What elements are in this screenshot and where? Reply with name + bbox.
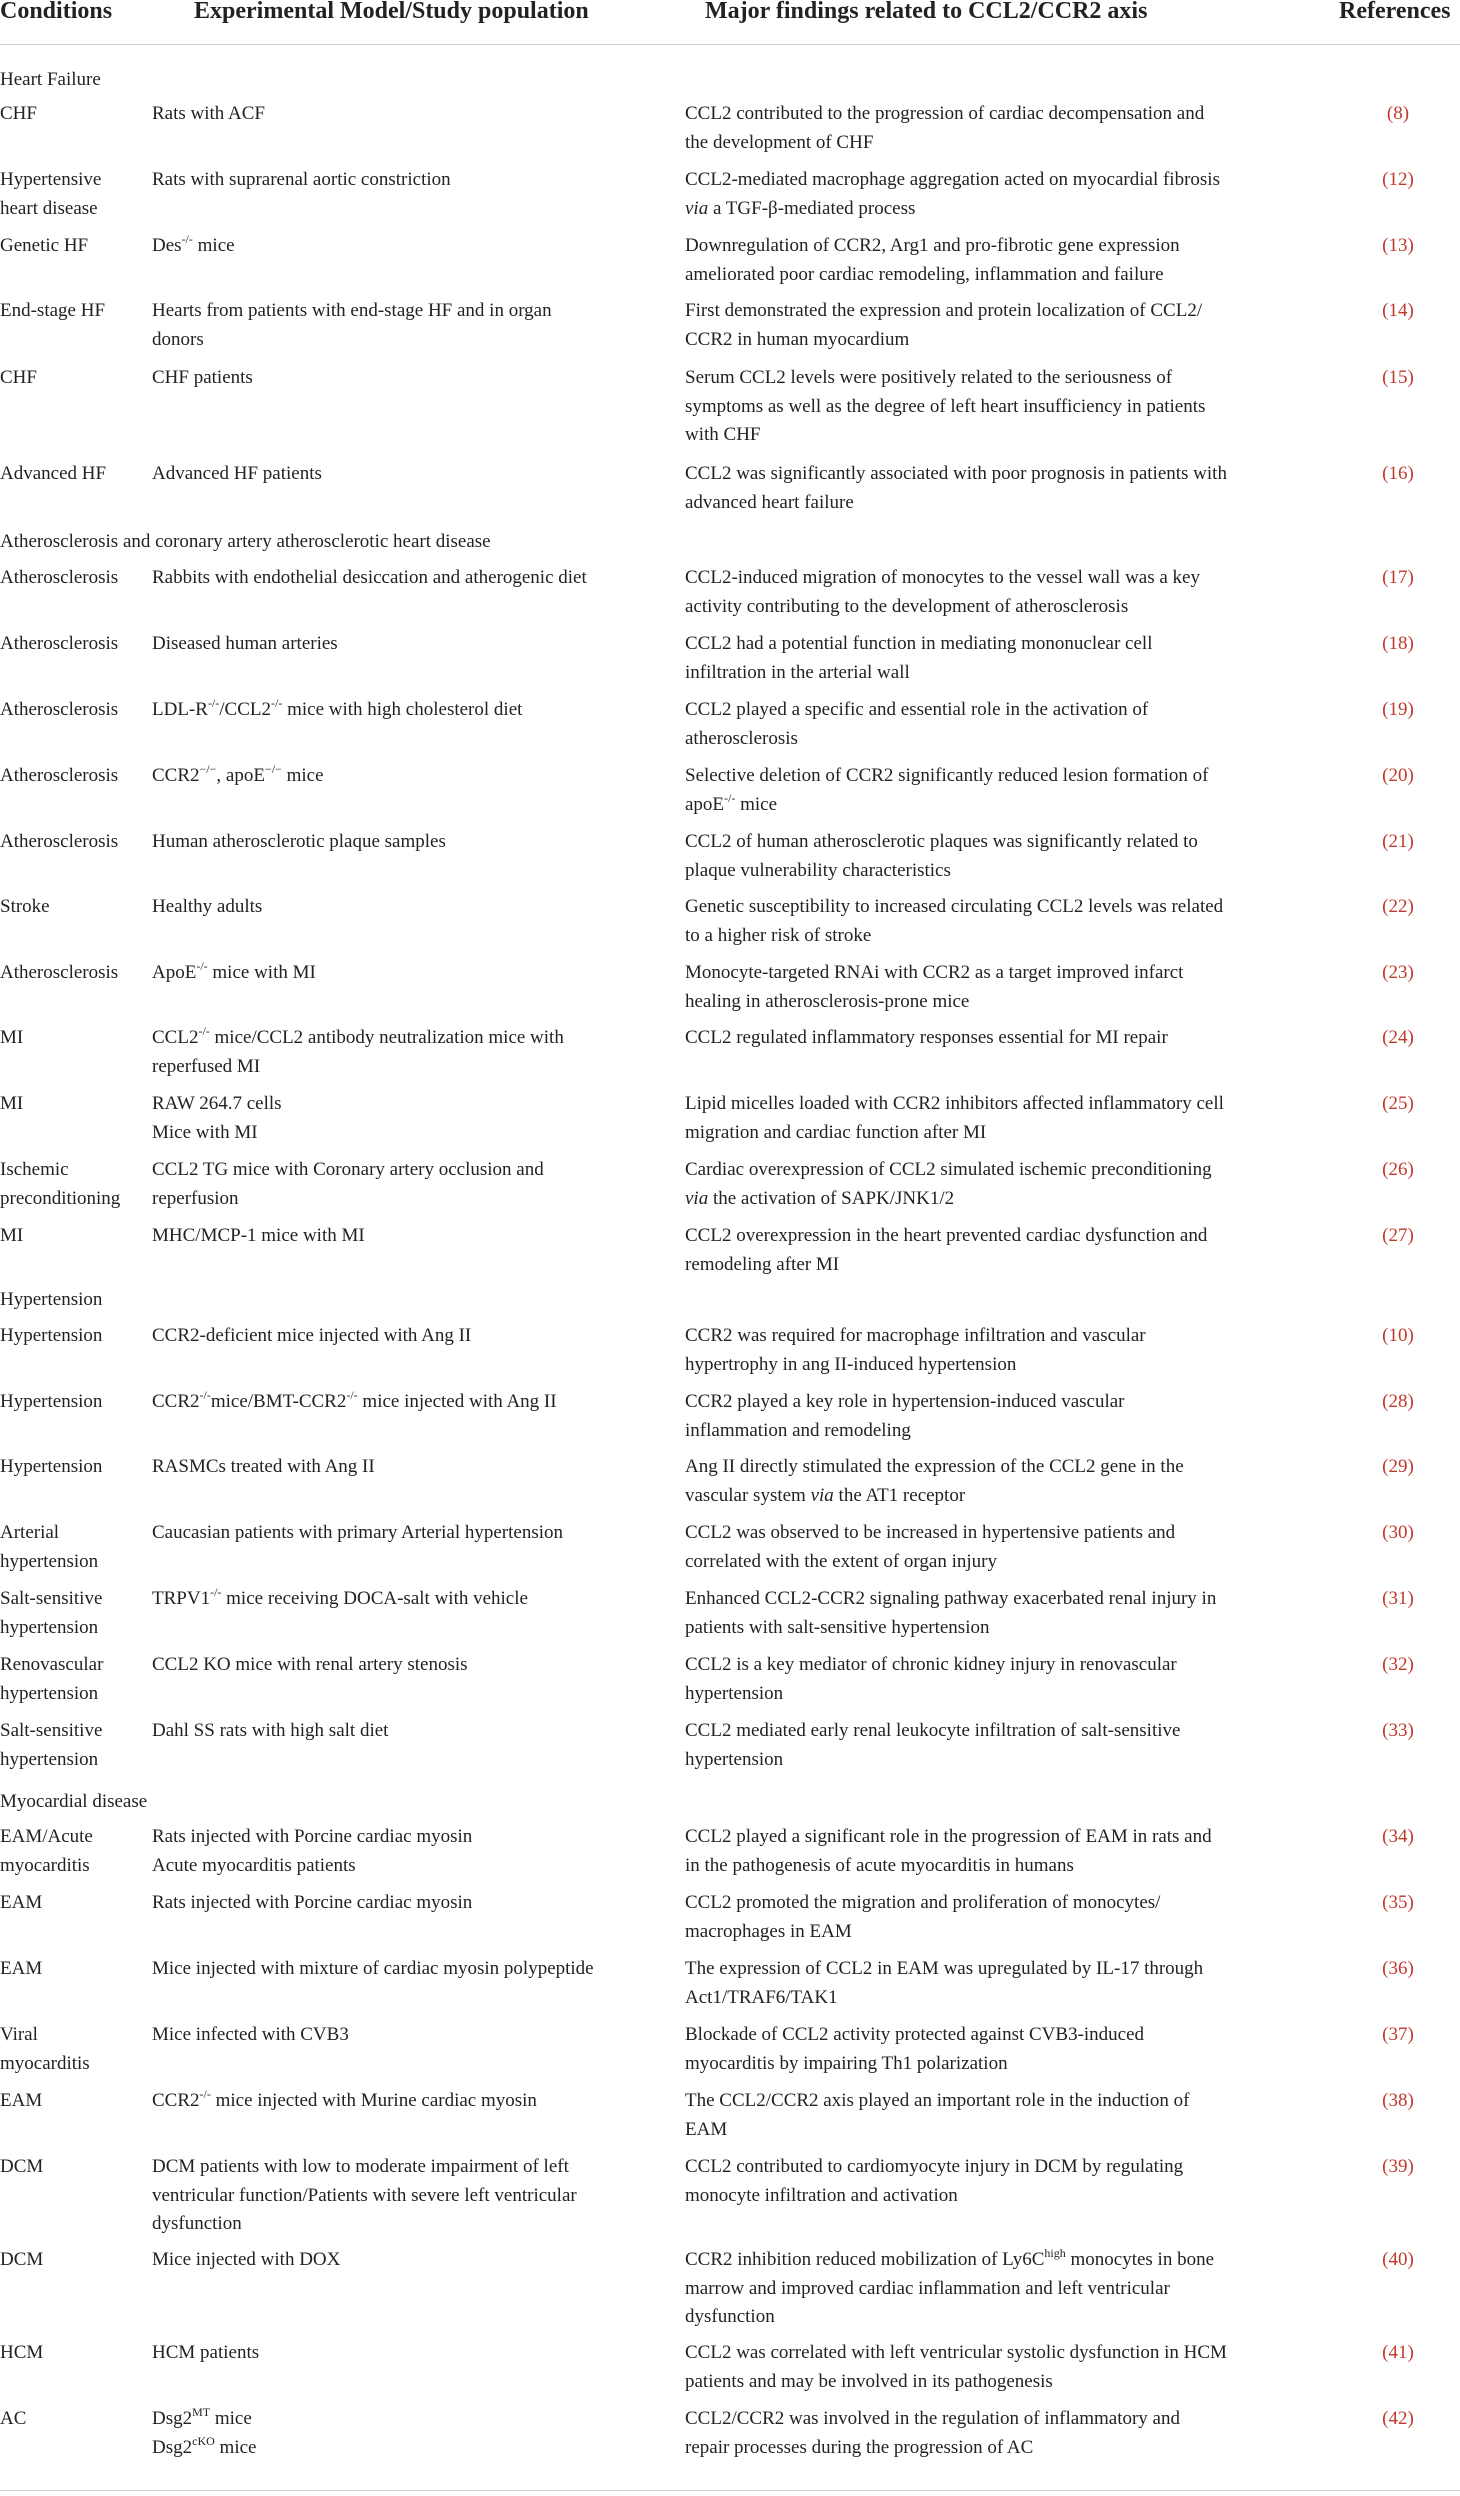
line: Downregulation of CCR2, Arg1 and pro-fibrotic gene expression: [685, 235, 1180, 256]
cell-model: [152, 630, 672, 659]
line: Atherosclerosis: [0, 831, 119, 852]
header-model: Experimental Model/Study population: [194, 0, 589, 24]
line: Viral: [0, 2024, 38, 2045]
cell-condition: [0, 166, 136, 223]
line: CCL2 played a specific and essential role in the activation of: [685, 699, 1149, 720]
line: CCR2−/−, apoE−/− mice: [152, 762, 324, 786]
line: reperfusion: [152, 1187, 239, 1209]
line: Mice injected with mixture of cardiac myosin polypeptide: [152, 1958, 594, 1979]
line: CCL2 was significantly associated with poor prognosis in patients with: [685, 463, 1227, 484]
line: Blockade of CCL2 activity protected against CVB3-induced: [685, 2024, 1145, 2045]
line: hypertension: [0, 1748, 99, 1770]
cell-model: [152, 762, 672, 791]
line: the development of CHF: [685, 131, 874, 153]
line: with CHF: [685, 424, 761, 445]
line: heart disease: [0, 197, 98, 219]
cell-reference-link[interactable]: (30): [1382, 1522, 1414, 1543]
cell-condition: [0, 1717, 136, 1774]
cell-model: [152, 1823, 672, 1880]
line: atherosclerosis: [685, 727, 798, 749]
table-header: [0, 0, 1460, 45]
line: $Dsg2^{MT}$ mice: [152, 2405, 252, 2429]
cell-findings: [685, 2405, 1315, 2462]
line: CCR2-/-mice/BMT-CCR2-/- mice injected with Ang II: [152, 1388, 557, 1412]
line: in the pathogenesis of acute myocarditis in humans: [685, 1854, 1074, 1876]
header-conditions: Conditions: [0, 0, 113, 24]
line: via a TGF-β-mediated process: [685, 197, 916, 219]
line: CCR2 played a key role in hypertension-induced vascular: [685, 1391, 1125, 1412]
line: CCL2 regulated inflammatory responses essential for MI repair: [685, 1027, 1168, 1048]
line: CCL2 was observed to be increased in hypertensive patients and: [685, 1522, 1176, 1543]
cell-condition: [0, 2405, 136, 2434]
line: Hypertension: [0, 1325, 103, 1346]
line: activity contributing to the development of atherosclerosis: [685, 595, 1129, 617]
line: DCM patients with low to moderate impairment of left: [152, 2156, 569, 2177]
line: Hypertensive: [0, 169, 102, 190]
cell-condition: [0, 297, 136, 326]
cell-reference-link[interactable]: (41): [1382, 2342, 1414, 2363]
line: AC: [0, 2408, 27, 2429]
cell-model: [152, 2339, 672, 2368]
cell-findings: [685, 696, 1315, 753]
line: Rats injected with Porcine cardiac myosin: [152, 1826, 473, 1847]
cell-model: [152, 2153, 672, 2239]
cell-reference-link[interactable]: (32): [1382, 1654, 1414, 1675]
line: MHC/MCP-1 mice with MI: [152, 1225, 365, 1246]
cell-model: [152, 460, 672, 489]
line: HCM: [0, 2342, 44, 2363]
cell-reference-link[interactable]: (24): [1382, 1027, 1414, 1048]
cell-findings: [685, 1156, 1315, 1213]
line: ApoE-/- mice with MI: [152, 959, 316, 983]
cell-model: [152, 1222, 672, 1251]
cell-condition: [0, 1651, 136, 1708]
line: MI: [0, 1225, 24, 1246]
cell-model: [152, 1519, 672, 1548]
cell-findings: [685, 564, 1315, 621]
line: MI: [0, 1093, 24, 1114]
line: Monocyte-targeted RNAi with CCR2 as a target improved infarct: [685, 962, 1184, 983]
cell-findings: [685, 2246, 1315, 2332]
line: advanced heart failure: [685, 491, 854, 513]
line: Arterial: [0, 1522, 60, 1543]
line: Acute myocarditis patients: [152, 1854, 356, 1876]
line: patients with salt-sensitive hypertension: [685, 1616, 990, 1638]
cell-model: [152, 297, 672, 354]
cell-model: [152, 1322, 672, 1351]
line: hypertension: [0, 1682, 99, 1704]
line: CCL2 overexpression in the heart prevented cardiac dysfunction and: [685, 1225, 1208, 1246]
line: CCL2 promoted the migration and proliferation of monocytes/: [685, 1892, 1161, 1913]
line: CCL2-induced migration of monocytes to the vessel wall was a key: [685, 567, 1200, 588]
cell-condition: [0, 1156, 136, 1213]
cell-condition: [0, 2339, 136, 2368]
cell-model: [152, 1388, 672, 1417]
cell-model: [152, 2246, 672, 2275]
line: Human atherosclerotic plaque samples: [152, 831, 446, 852]
line: CCL2 KO mice with renal artery stenosis: [152, 1654, 468, 1675]
cell-condition: [0, 893, 136, 922]
cell-findings: [685, 828, 1315, 885]
line: HCM patients: [152, 2342, 260, 2363]
line: CHF patients: [152, 367, 253, 388]
line: CCR2 in human myocardium: [685, 328, 910, 350]
cell-condition: [0, 630, 136, 659]
section-title: Atherosclerosis and coronary artery atherosclerotic heart disease: [0, 531, 491, 552]
line: EAM: [0, 2090, 43, 2111]
line: Hearts from patients with end-stage HF and in organ: [152, 300, 552, 321]
cell-findings: [685, 1322, 1315, 1379]
cell-condition: [0, 1823, 136, 1880]
cell-findings: [685, 1024, 1315, 1053]
cell-reference-link[interactable]: (42): [1382, 2408, 1414, 2429]
cell-model: [152, 828, 672, 857]
cell-findings: [685, 2087, 1315, 2144]
cell-findings: [685, 1453, 1315, 1510]
cell-condition: [0, 762, 136, 791]
section-title: Myocardial disease: [0, 1791, 148, 1812]
section-title: Heart Failure: [0, 69, 101, 90]
line: reperfused MI: [152, 1055, 261, 1077]
line: Atherosclerosis: [0, 962, 119, 983]
line: CCR2-deficient mice injected with Ang II: [152, 1325, 472, 1346]
line: RAW 264.7 cells: [152, 1093, 282, 1114]
line: via the activation of SAPK/JNK1/2: [685, 1187, 955, 1209]
cell-condition: [0, 1090, 136, 1119]
cell-findings: [685, 630, 1315, 687]
line: First demonstrated the expression and protein localization of CCL2/: [685, 300, 1203, 321]
line: Atherosclerosis: [0, 765, 119, 786]
cell-condition: [0, 1889, 136, 1918]
line: hypertension: [685, 1748, 784, 1770]
cell-reference-link[interactable]: (26): [1382, 1159, 1414, 1180]
line: hypertension: [0, 1616, 99, 1638]
cell-reference-link[interactable]: (10): [1382, 1325, 1414, 1346]
cell-model: [152, 166, 672, 195]
line: CCR2-/- mice injected with Murine cardiac myosin: [152, 2087, 537, 2111]
cell-condition: [0, 828, 136, 857]
line: Atherosclerosis: [0, 633, 119, 654]
line: Enhanced CCL2-CCR2 signaling pathway exacerbated renal injury in: [685, 1588, 1217, 1609]
cell-reference-link[interactable]: (8): [1386, 103, 1410, 124]
line: Cardiac overexpression of CCL2 simulated ischemic preconditioning: [685, 1159, 1212, 1180]
cell-model: [152, 232, 672, 261]
line: The expression of CCL2 in EAM was upregulated by IL-17 through: [685, 1958, 1204, 1979]
cell-findings: [685, 2339, 1315, 2396]
cell-reference-link[interactable]: (29): [1382, 1456, 1414, 1477]
line: remodeling after MI: [685, 1253, 840, 1275]
cell-condition: [0, 1453, 136, 1482]
line: EAM: [685, 2118, 728, 2140]
cell-reference-link[interactable]: (18): [1382, 633, 1414, 654]
line: hypertension: [685, 1682, 784, 1704]
cell-findings: [685, 1717, 1315, 1774]
cell-model: [152, 1090, 672, 1147]
line: preconditioning: [0, 1187, 121, 1209]
cell-condition: [0, 1519, 136, 1576]
cell-model: [152, 1585, 672, 1614]
line: CCL2-/- mice/CCL2 antibody neutralization mice with: [152, 1024, 564, 1048]
line: dysfunction: [685, 2306, 775, 2327]
line: Salt-sensitive: [0, 1720, 103, 1741]
cell-model: [152, 1717, 672, 1746]
cell-reference-link[interactable]: (20): [1382, 765, 1414, 786]
cell-condition: [0, 2153, 136, 2182]
line: Selective deletion of CCR2 significantly reduced lesion formation of: [685, 765, 1209, 786]
cell-model: [152, 2087, 672, 2116]
cell-reference-link[interactable]: (14): [1382, 300, 1414, 321]
line: The CCL2/CCR2 axis played an important role in the induction of: [685, 2090, 1190, 2111]
line: CCL2 of human atherosclerotic plaques was significantly related to: [685, 831, 1198, 852]
line: Advanced HF patients: [152, 463, 322, 484]
cell-reference-link[interactable]: (27): [1382, 1225, 1414, 1246]
line: Stroke: [0, 896, 50, 917]
cell-reference-link[interactable]: (34): [1382, 1826, 1414, 1847]
line: CCL2 contributed to the progression of cardiac decompensation and: [685, 103, 1205, 124]
cell-findings: [685, 100, 1315, 157]
line: ameliorated poor cardiac remodeling, inflammation and failure: [685, 263, 1164, 285]
line: infiltration in the arterial wall: [685, 661, 910, 683]
line: CHF: [0, 367, 37, 388]
line: CCR2 was required for macrophage infiltration and vascular: [685, 1325, 1146, 1346]
line: EAM/Acute: [0, 1826, 93, 1847]
cell-model: [152, 100, 672, 129]
line: hypertension: [0, 1550, 99, 1572]
line: Healthy adults: [152, 896, 263, 917]
cell-findings: [685, 1585, 1315, 1642]
line: Renovascular: [0, 1654, 104, 1675]
line: patients and may be involved in its pathogenesis: [685, 2370, 1053, 2392]
cell-findings: [685, 1090, 1315, 1147]
cell-model: [152, 959, 672, 988]
line: Salt-sensitive: [0, 1588, 103, 1609]
line: vascular system via the AT1 receptor: [685, 1484, 966, 1506]
cell-reference-link[interactable]: (38): [1382, 2090, 1414, 2111]
cell-findings: [685, 1519, 1315, 1576]
cell-findings: [685, 2021, 1315, 2078]
cell-findings: [685, 460, 1315, 517]
line: $Dsg2^{cKO}$ mice: [152, 2433, 257, 2458]
line: Atherosclerosis: [0, 567, 119, 588]
cell-condition: [0, 1388, 136, 1417]
cell-model: [152, 1024, 672, 1081]
cell-findings: [685, 893, 1315, 950]
line: CCL2-mediated macrophage aggregation acted on myocardial fibrosis: [685, 169, 1220, 190]
line: macrophages in EAM: [685, 1920, 852, 1942]
cell-reference-link[interactable]: (35): [1382, 1892, 1414, 1913]
line: Mice infected with CVB3: [152, 2024, 349, 2045]
line: Rats injected with Porcine cardiac myosin: [152, 1892, 473, 1913]
cell-findings: [685, 2153, 1315, 2210]
line: CCL2 played a significant role in the progression of EAM in rats and: [685, 1826, 1212, 1847]
cell-model: [152, 893, 672, 922]
cell-reference-link[interactable]: (40): [1382, 2249, 1414, 2270]
section-title: Hypertension: [0, 1289, 103, 1310]
line: EAM: [0, 1958, 43, 1979]
cell-condition: [0, 2087, 136, 2116]
line: Rats with suprarenal aortic constriction: [152, 169, 451, 190]
cell-model: [152, 364, 672, 393]
line: migration and cardiac function after MI: [685, 1121, 987, 1143]
cell-condition: [0, 232, 136, 261]
line: symptoms as well as the degree of left heart insufficiency in patients: [685, 395, 1206, 417]
line: Serum CCL2 levels were positively related to the seriousness of: [685, 367, 1173, 388]
line: CCL2 mediated early renal leukocyte infiltration of salt-sensitive: [685, 1720, 1181, 1741]
cell-condition: [0, 460, 136, 489]
line: to a higher risk of stroke: [685, 924, 872, 946]
cell-reference-link[interactable]: (31): [1382, 1588, 1414, 1609]
line: hypertrophy in ang II-induced hypertension: [685, 1353, 1017, 1375]
cell-findings: [685, 232, 1315, 289]
table-bottom-rule: [0, 2490, 1460, 2491]
line: Diseased human arteries: [152, 633, 338, 654]
line: LDL-R-/-/CCL2-/- mice with high cholesterol diet: [152, 696, 523, 720]
cell-condition: [0, 1024, 136, 1053]
cell-condition: [0, 1585, 136, 1642]
line: Genetic HF: [0, 235, 89, 256]
line: TRPV1-/- mice receiving DOCA-salt with vehicle: [152, 1585, 528, 1609]
cell-findings: [685, 364, 1315, 450]
cell-model: [152, 1889, 672, 1918]
cell-findings: [685, 762, 1315, 819]
cell-condition: [0, 696, 136, 725]
line: Ang II directly stimulated the expression of the CCL2 gene in the: [685, 1456, 1184, 1477]
cell-model: [152, 564, 672, 593]
cell-model: [152, 1651, 672, 1680]
cell-model: [152, 696, 672, 725]
cell-condition: [0, 1322, 136, 1351]
cell-reference-link[interactable]: (22): [1382, 896, 1414, 917]
line: marrow and improved cardiac inflammation and left ventricular: [685, 2277, 1170, 2299]
line: DCM: [0, 2156, 44, 2177]
line: correlated with the extent of organ injury: [685, 1550, 997, 1572]
cell-reference-link[interactable]: (33): [1382, 1720, 1414, 1741]
cell-findings: [685, 166, 1315, 223]
line: ventricular function/Patients with severe left ventricular: [152, 2184, 577, 2206]
line: repair processes during the progression of AC: [685, 2436, 1034, 2458]
line: Rabbits with endothelial desiccation and atherogenic diet: [152, 567, 587, 588]
cell-findings: [685, 1651, 1315, 1708]
line: inflammation and remodeling: [685, 1419, 911, 1441]
line: Caucasian patients with primary Arterial hypertension: [152, 1522, 564, 1543]
cell-findings: [685, 1388, 1315, 1445]
cell-reference-link[interactable]: (25): [1382, 1093, 1414, 1114]
line: monocyte infiltration and activation: [685, 2184, 958, 2206]
cell-reference-link[interactable]: (28): [1382, 1391, 1414, 1412]
line: CCL2 TG mice with Coronary artery occlusion and: [152, 1159, 544, 1180]
line: Act1/TRAF6/TAK1: [685, 1986, 838, 2008]
cell-findings: [685, 1222, 1315, 1279]
cell-reference-link[interactable]: (37): [1382, 2024, 1414, 2045]
line: Hypertension: [0, 1391, 103, 1412]
cell-model: [152, 2405, 672, 2462]
line: CCL2/CCR2 was involved in the regulation of inflammatory and: [685, 2408, 1180, 2429]
line: apoE-/- mice: [685, 790, 778, 815]
cell-condition: [0, 2246, 136, 2275]
cell-reference-link[interactable]: (17): [1382, 567, 1414, 588]
cell-model: [152, 1955, 672, 1984]
line: myocarditis by impairing Th1 polarization: [685, 2052, 1008, 2074]
line: Des-/- mice: [152, 232, 235, 256]
cell-reference-link[interactable]: (16): [1382, 463, 1414, 484]
line: myocarditis: [0, 1854, 90, 1876]
line: EAM: [0, 1892, 43, 1913]
line: Advanced HF: [0, 463, 107, 484]
cell-reference-link[interactable]: (39): [1382, 2156, 1414, 2177]
line: MI: [0, 1027, 24, 1048]
line: CCR2 inhibition reduced mobilization of $Ly6C^{high}$ monocytes in bone: [685, 2246, 1215, 2270]
line: Atherosclerosis: [0, 699, 119, 720]
cell-reference-link[interactable]: (19): [1382, 699, 1414, 720]
line: Ischemic: [0, 1159, 69, 1180]
line: healing in atherosclerosis-prone mice: [685, 990, 970, 1012]
line: Rats with ACF: [152, 103, 265, 124]
cell-condition: [0, 1222, 136, 1251]
line: Lipid micelles loaded with CCR2 inhibitors affected inflammatory cell: [685, 1093, 1224, 1114]
cell-model: [152, 2021, 672, 2050]
cell-findings: [685, 297, 1315, 354]
cell-reference-link[interactable]: (36): [1382, 1958, 1414, 1979]
cell-model: [152, 1453, 672, 1482]
cell-findings: [685, 959, 1315, 1016]
line: CCL2 was correlated with left ventricular systolic dysfunction in HCM: [685, 2342, 1227, 2363]
cell-findings: [685, 1889, 1315, 1946]
line: plaque vulnerability characteristics: [685, 859, 951, 881]
line: Dahl SS rats with high salt diet: [152, 1720, 389, 1741]
cell-reference-link[interactable]: (21): [1382, 831, 1414, 852]
cell-findings: [685, 1955, 1315, 2012]
line: Mice injected with DOX: [152, 2249, 341, 2270]
line: CCL2 is a key mediator of chronic kidney injury in renovascular: [685, 1654, 1177, 1675]
line: End-stage HF: [0, 300, 106, 321]
cell-reference-link[interactable]: (12): [1382, 169, 1414, 190]
cell-model: [152, 1156, 672, 1213]
cell-condition: [0, 2021, 136, 2078]
cell-condition: [0, 100, 136, 129]
cell-reference-link[interactable]: (23): [1382, 962, 1414, 983]
cell-condition: [0, 364, 136, 393]
cell-reference-link[interactable]: (13): [1382, 235, 1414, 256]
line: RASMCs treated with Ang II: [152, 1456, 375, 1477]
header-findings: Major findings related to CCL2/CCR2 axis: [705, 0, 1148, 24]
line: DCM: [0, 2249, 44, 2270]
line: Mice with MI: [152, 1121, 258, 1143]
cell-condition: [0, 959, 136, 988]
header-references: References: [1339, 0, 1451, 24]
line: dysfunction: [152, 2213, 242, 2234]
line: CCL2 had a potential function in mediating mononuclear cell: [685, 633, 1153, 654]
cell-findings: [685, 1823, 1315, 1880]
cell-condition: [0, 1955, 136, 1984]
line: CCL2 contributed to cardiomyocyte injury in DCM by regulating: [685, 2156, 1184, 2177]
line: myocarditis: [0, 2052, 90, 2074]
line: CHF: [0, 103, 37, 124]
cell-condition: [0, 564, 136, 593]
line: Hypertension: [0, 1456, 103, 1477]
line: Genetic susceptibility to increased circulating CCL2 levels was related: [685, 896, 1224, 917]
cell-reference-link[interactable]: (15): [1382, 367, 1414, 388]
line: donors: [152, 328, 204, 350]
